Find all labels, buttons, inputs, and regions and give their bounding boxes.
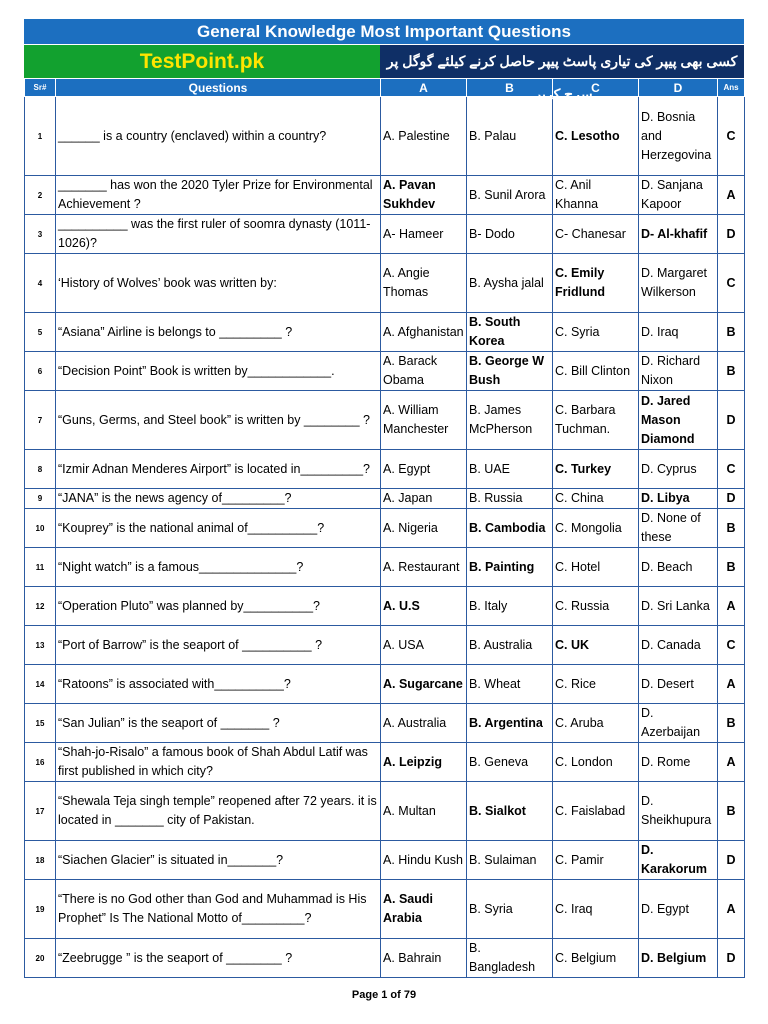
row-number: 17 [25,782,56,841]
table-row [25,509,745,548]
answer-key: D [718,939,745,978]
header-c: C [553,79,639,97]
option-b: B. Sunil Arora [467,176,553,215]
answer-key: B [718,509,745,548]
option-c: C. Pamir [553,841,639,880]
option-d: D. Iraq [639,313,718,352]
question-text: “Zeebrugge ” is the seaport of ________ ? [56,939,381,978]
question-sheet [24,19,744,978]
table-row [25,782,745,841]
option-a: A. USA [381,626,467,665]
option-c: C. Rice [553,665,639,704]
header-d: D [639,79,718,97]
row-number: 5 [25,313,56,352]
question-text: “Siachen Glacier” is situated in_______? [56,841,381,880]
table-row [25,352,745,391]
row-number: 6 [25,352,56,391]
row-number: 14 [25,665,56,704]
option-d: D- Al-khafif [639,215,718,254]
question-text: “Operation Pluto” was planned by__________? [56,587,381,626]
option-c: C. Hotel [553,548,639,587]
option-a: A. Australia [381,704,467,743]
row-number: 7 [25,391,56,450]
option-a: A. Restaurant [381,548,467,587]
question-text: _______ has won the 2020 Tyler Prize for Environmental Achievement ? [56,176,381,215]
question-text: “Kouprey” is the national animal of__________? [56,509,381,548]
option-d: D. Egypt [639,880,718,939]
option-b: B. South Korea [467,313,553,352]
option-b: B. Russia [467,489,553,509]
option-c: C. UK [553,626,639,665]
option-b: B. Palau [467,97,553,176]
option-b: B. UAE [467,450,553,489]
option-c: C. Emily Fridlund [553,254,639,313]
option-b: B. Cambodia [467,509,553,548]
table-row [25,939,745,978]
option-c: C. Lesotho [553,97,639,176]
option-b: B. Painting [467,548,553,587]
option-d: D. Cyprus [639,450,718,489]
option-c: C. Iraq [553,880,639,939]
header-questions: Questions [56,79,381,97]
header-ans: Ans [718,79,745,97]
option-d: D. Belgium [639,939,718,978]
option-b: B. Bangladesh [467,939,553,978]
option-b: B. Sulaiman [467,841,553,880]
option-a: A. Bahrain [381,939,467,978]
row-number: 18 [25,841,56,880]
question-text: “San Julian” is the seaport of _______ ? [56,704,381,743]
row-number: 10 [25,509,56,548]
option-c: C. Syria [553,313,639,352]
option-a: A. Nigeria [381,509,467,548]
question-text: “Night watch” is a famous______________? [56,548,381,587]
option-b: B. Sialkot [467,782,553,841]
question-text: “Guns, Germs, and Steel book” is written by ________ ? [56,391,381,450]
answer-key: C [718,626,745,665]
table-row [25,391,745,450]
option-c: C. Anil Khanna [553,176,639,215]
row-number: 9 [25,489,56,509]
brand-name[interactable]: TestPoint.pk [24,45,380,78]
option-a: A. Pavan Sukhdev [381,176,467,215]
option-c: C. Mongolia [553,509,639,548]
row-number: 8 [25,450,56,489]
option-a: A. Afghanistan [381,313,467,352]
option-d: D. Jared Mason Diamond [639,391,718,450]
option-d: D. Sheikhupura [639,782,718,841]
answer-key: A [718,665,745,704]
row-number: 1 [25,97,56,176]
option-d: D. Margaret Wilkerson [639,254,718,313]
option-d: D. Canada [639,626,718,665]
option-b: B- Dodo [467,215,553,254]
answer-key: B [718,352,745,391]
option-d: D. Sri Lanka [639,587,718,626]
option-b: B. Italy [467,587,553,626]
row-number: 11 [25,548,56,587]
question-text: ______ is a country (enclaved) within a country? [56,97,381,176]
table-row [25,489,745,509]
answer-key: D [718,489,745,509]
option-d: D. Libya [639,489,718,509]
row-number: 12 [25,587,56,626]
question-text: “There is no God other than God and Muhammad is His Prophet” Is The National Motto of_________? [56,880,381,939]
page-number: Page 1 of 79 [351,989,417,1001]
table-row [25,626,745,665]
table-row [25,665,745,704]
table-row [25,743,745,782]
option-d: D. Rome [639,743,718,782]
option-b: B. Australia [467,626,553,665]
option-c: C. London [553,743,639,782]
answer-key: D [718,215,745,254]
option-d: D. Bosnia and Herzegovina [639,97,718,176]
answer-key: A [718,743,745,782]
row-number: 3 [25,215,56,254]
question-text: “JANA” is the news agency of_________? [56,489,381,509]
row-number: 20 [25,939,56,978]
option-b: B. George W Bush [467,352,553,391]
table-row [25,254,745,313]
answer-key: C [718,450,745,489]
option-d: D. Beach [639,548,718,587]
answer-key: B [718,548,745,587]
row-number: 15 [25,704,56,743]
option-a: A. Egypt [381,450,467,489]
answer-key: B [718,704,745,743]
row-number: 19 [25,880,56,939]
answer-key: A [718,880,745,939]
option-b: B. Wheat [467,665,553,704]
table-row [25,450,745,489]
table-row [25,313,745,352]
option-b: B. James McPherson [467,391,553,450]
option-a: A. Leipzig [381,743,467,782]
option-d: D. Sanjana Kapoor [639,176,718,215]
question-text: “Decision Point” Book is written by____________. [56,352,381,391]
option-a: A. William Manchester [381,391,467,450]
table-row [25,97,745,176]
table-row [25,176,745,215]
option-a: A. Saudi Arabia [381,880,467,939]
table-row [25,587,745,626]
option-c: C. Barbara Tuchman. [553,391,639,450]
row-number: 2 [25,176,56,215]
answer-key: B [718,782,745,841]
header-b: B [467,79,553,97]
option-c: C. Aruba [553,704,639,743]
option-d: D. Richard Nixon [639,352,718,391]
option-a: A. Barack Obama [381,352,467,391]
option-c: C. Bill Clinton [553,352,639,391]
table-row [25,704,745,743]
answer-key: C [718,254,745,313]
table-header-row [25,79,745,97]
option-c: C. Belgium [553,939,639,978]
option-d: D. Desert [639,665,718,704]
option-a: A. Sugarcane [381,665,467,704]
table-row [25,841,745,880]
table-row [25,880,745,939]
urdu-note: کسی بھی پیپر کی تیاری پاسٹ پیپر حاصل کرنے کیلئے گوگل پر سرچ کریں [380,45,744,78]
answer-key: D [718,841,745,880]
answer-key: C [718,97,745,176]
table-row [25,215,745,254]
answer-key: D [718,391,745,450]
row-number: 16 [25,743,56,782]
option-a: A. Hindu Kush [381,841,467,880]
question-text: “Port of Barrow” is the seaport of __________ ? [56,626,381,665]
header-sr: Sr# [25,79,56,97]
option-c: C- Chanesar [553,215,639,254]
option-a: A- Hameer [381,215,467,254]
question-text: “Ratoons” is associated with__________? [56,665,381,704]
question-text: “Shah-jo-Risalo” a famous book of Shah Abdul Latif was first published in which city? [56,743,381,782]
question-text: “Shewala Teja singh temple” reopened after 72 years. it is located in _______ city of Pakistan. [56,782,381,841]
option-a: A. Japan [381,489,467,509]
option-c: C. Turkey [553,450,639,489]
option-d: D. Karakorum [639,841,718,880]
question-text: ‘History of Wolves’ book was written by: [56,254,381,313]
question-text: “Asiana” Airline is belongs to _________ ? [56,313,381,352]
option-b: B. Syria [467,880,553,939]
table-row [25,548,745,587]
question-text: “Izmir Adnan Menderes Airport” is located in_________? [56,450,381,489]
answer-key: B [718,313,745,352]
option-b: B. Argentina [467,704,553,743]
questions-table [24,78,745,978]
option-c: C. China [553,489,639,509]
option-a: A. Angie Thomas [381,254,467,313]
question-text: __________ was the first ruler of soomra dynasty (1011-1026)? [56,215,381,254]
page-title: General Knowledge Most Important Questions [24,19,744,44]
option-c: C. Russia [553,587,639,626]
option-a: A. Multan [381,782,467,841]
option-b: B. Aysha jalal [467,254,553,313]
answer-key: A [718,587,745,626]
option-a: A. Palestine [381,97,467,176]
option-b: B. Geneva [467,743,553,782]
option-d: D. Azerbaijan [639,704,718,743]
answer-key: A [718,176,745,215]
row-number: 4 [25,254,56,313]
option-c: C. Faislabad [553,782,639,841]
option-a: A. U.S [381,587,467,626]
option-d: D. None of these [639,509,718,548]
header-a: A [381,79,467,97]
row-number: 13 [25,626,56,665]
